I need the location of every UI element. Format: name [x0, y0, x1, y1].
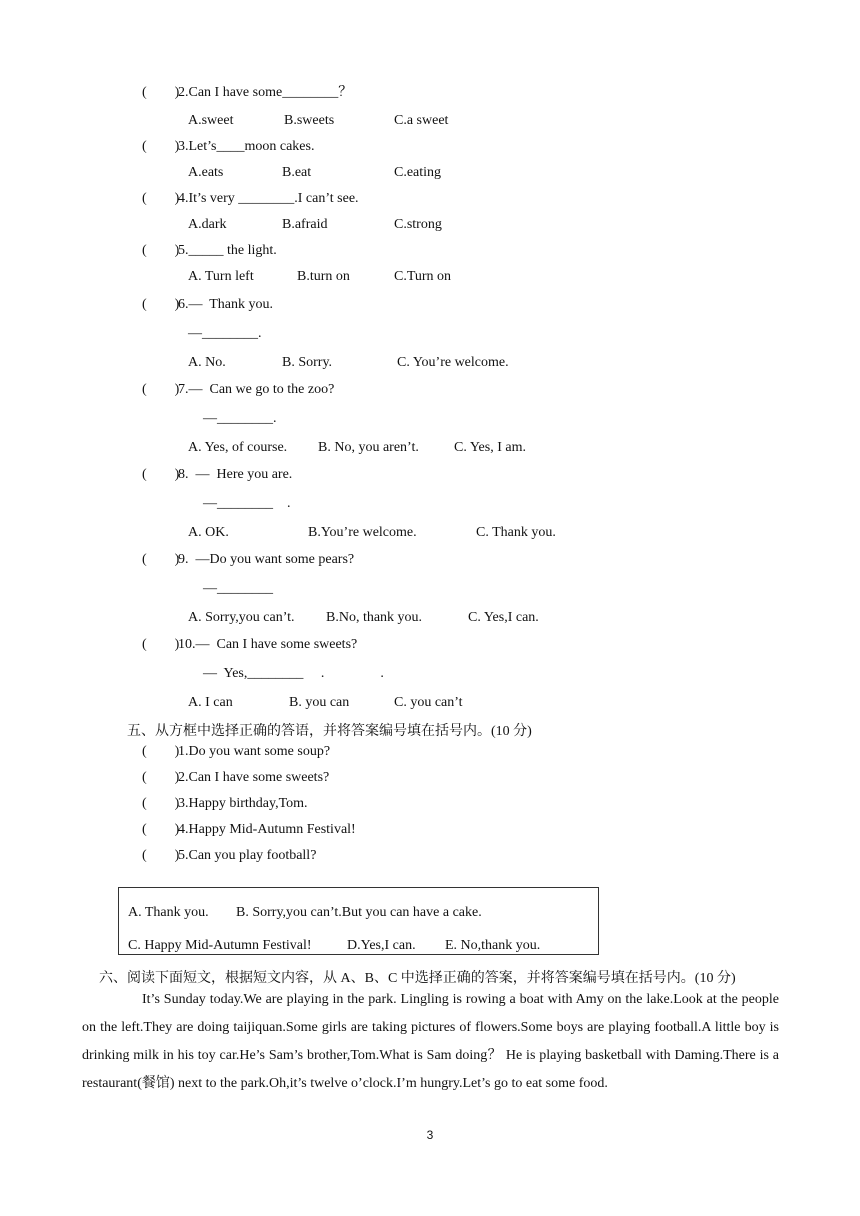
option-c: C. Thank you. — [476, 525, 556, 540]
option-b: B.turn on — [297, 269, 350, 284]
answer-bracket[interactable]: ( ) — [142, 744, 180, 759]
choice-c: C. Happy Mid-Autumn Festival! — [128, 938, 312, 953]
question-text: 2.Can I have some________？ — [178, 85, 353, 100]
response-blank[interactable]: —________ . — [203, 496, 291, 511]
passage-text: It’s Sunday today.We are playing in the park. Lingling is rowing a boat with Amy on the lake.Look at the people on the left.They are doing taijiquan.Some girls are taking pictures of flowers.Some boys are playing football.A little boy is drinking milk in his toy car.He’s Sam’s brother,Tom.What is Sam doing？ He is playing basketball with Daming.There is a restaurant(餐馆) next to the park.Oh,it’s twelve o’clock.I’m hungry.Let’s go to eat some food. — [82, 992, 779, 1091]
answer-bracket[interactable]: ( ) — [142, 85, 180, 100]
choice-a: A. Thank you. — [128, 905, 209, 920]
answer-bracket[interactable]: ( ) — [142, 382, 180, 397]
question-text: 4.It’s very ________.I can’t see. — [178, 191, 359, 206]
question-text: 8. — Here you are. — [178, 467, 293, 482]
answer-bracket[interactable]: ( ) — [142, 552, 180, 567]
answer-bracket[interactable]: ( ) — [142, 796, 180, 811]
response-blank[interactable]: —________. — [188, 326, 262, 341]
option-b: B. you can — [289, 695, 350, 710]
choice-d: D.Yes,I can. — [347, 938, 416, 953]
option-a: A. Sorry,you can’t. — [188, 610, 295, 625]
section6-heading: 六、阅读下面短文，根据短文内容，从 A、B、C 中选择正确的答案，并将答案编号填在括号内。(10 分) — [99, 971, 736, 986]
question-text: 5._____ the light. — [178, 243, 277, 258]
section5-question-2: 2.Can I have some sweets? — [178, 770, 330, 785]
answer-bracket[interactable]: ( ) — [142, 637, 180, 652]
answer-bracket[interactable]: ( ) — [142, 467, 180, 482]
question-text: 3.Let’s____moon cakes. — [178, 139, 315, 154]
option-a: A. Yes, of course. — [188, 440, 288, 455]
option-a: A.sweet — [188, 113, 234, 128]
answer-bracket[interactable]: ( ) — [142, 848, 180, 863]
option-b: B.sweets — [284, 113, 335, 128]
choice-e: E. No,thank you. — [445, 938, 541, 953]
section5-question-1: 1.Do you want some soup? — [178, 744, 331, 759]
answer-bracket[interactable]: ( ) — [142, 822, 180, 837]
option-c: C.a sweet — [394, 113, 449, 128]
option-b: B.No, thank you. — [326, 610, 423, 625]
option-c: C.Turn on — [394, 269, 452, 284]
option-c: C. You’re welcome. — [397, 355, 509, 370]
option-b: B. Sorry. — [282, 355, 333, 370]
option-b: B.eat — [282, 165, 312, 180]
question-text: 6.— Thank you. — [178, 297, 274, 312]
section5-question-3: 3.Happy birthday,Tom. — [178, 796, 308, 811]
section5-question-4: 4.Happy Mid-Autumn Festival! — [178, 822, 356, 837]
option-b: B.afraid — [282, 217, 328, 232]
option-a: A.dark — [188, 217, 227, 232]
answer-bracket[interactable]: ( ) — [142, 770, 180, 785]
option-a: A. I can — [188, 695, 233, 710]
response-blank[interactable]: — Yes,________ . . — [203, 666, 384, 681]
question-text: 9. —Do you want some pears? — [178, 552, 355, 567]
choice-b: B. Sorry,you can’t.But you can have a cake. — [236, 905, 482, 920]
response-blank[interactable]: —________. — [203, 411, 277, 426]
page-number: 3 — [426, 1128, 434, 1142]
option-c: C.eating — [394, 165, 442, 180]
response-blank[interactable]: —________ — [203, 581, 273, 596]
question-text: 10.— Can I have some sweets? — [178, 637, 358, 652]
answer-bracket[interactable]: ( ) — [142, 297, 180, 312]
section5-question-5: 5.Can you play football? — [178, 848, 317, 863]
question-text: 7.— Can we go to the zoo? — [178, 382, 335, 397]
option-a: A. OK. — [188, 525, 229, 540]
reading-passage — [82, 986, 779, 1098]
option-c: C. Yes, I am. — [454, 440, 526, 455]
option-a: A. Turn left — [188, 269, 254, 284]
option-b: B. No, you aren’t. — [318, 440, 419, 455]
section5-heading: 五、从方框中选择正确的答语，并将答案编号填在括号内。(10 分) — [127, 724, 532, 739]
answer-bracket[interactable]: ( ) — [142, 243, 180, 258]
option-c: C. you can’t — [394, 695, 463, 710]
option-b: B.You’re welcome. — [308, 525, 417, 540]
answer-bracket[interactable]: ( ) — [142, 191, 180, 206]
option-c: C.strong — [394, 217, 442, 232]
option-a: A. No. — [188, 355, 226, 370]
answer-bracket[interactable]: ( ) — [142, 139, 180, 154]
option-c: C. Yes,I can. — [468, 610, 539, 625]
option-a: A.eats — [188, 165, 224, 180]
